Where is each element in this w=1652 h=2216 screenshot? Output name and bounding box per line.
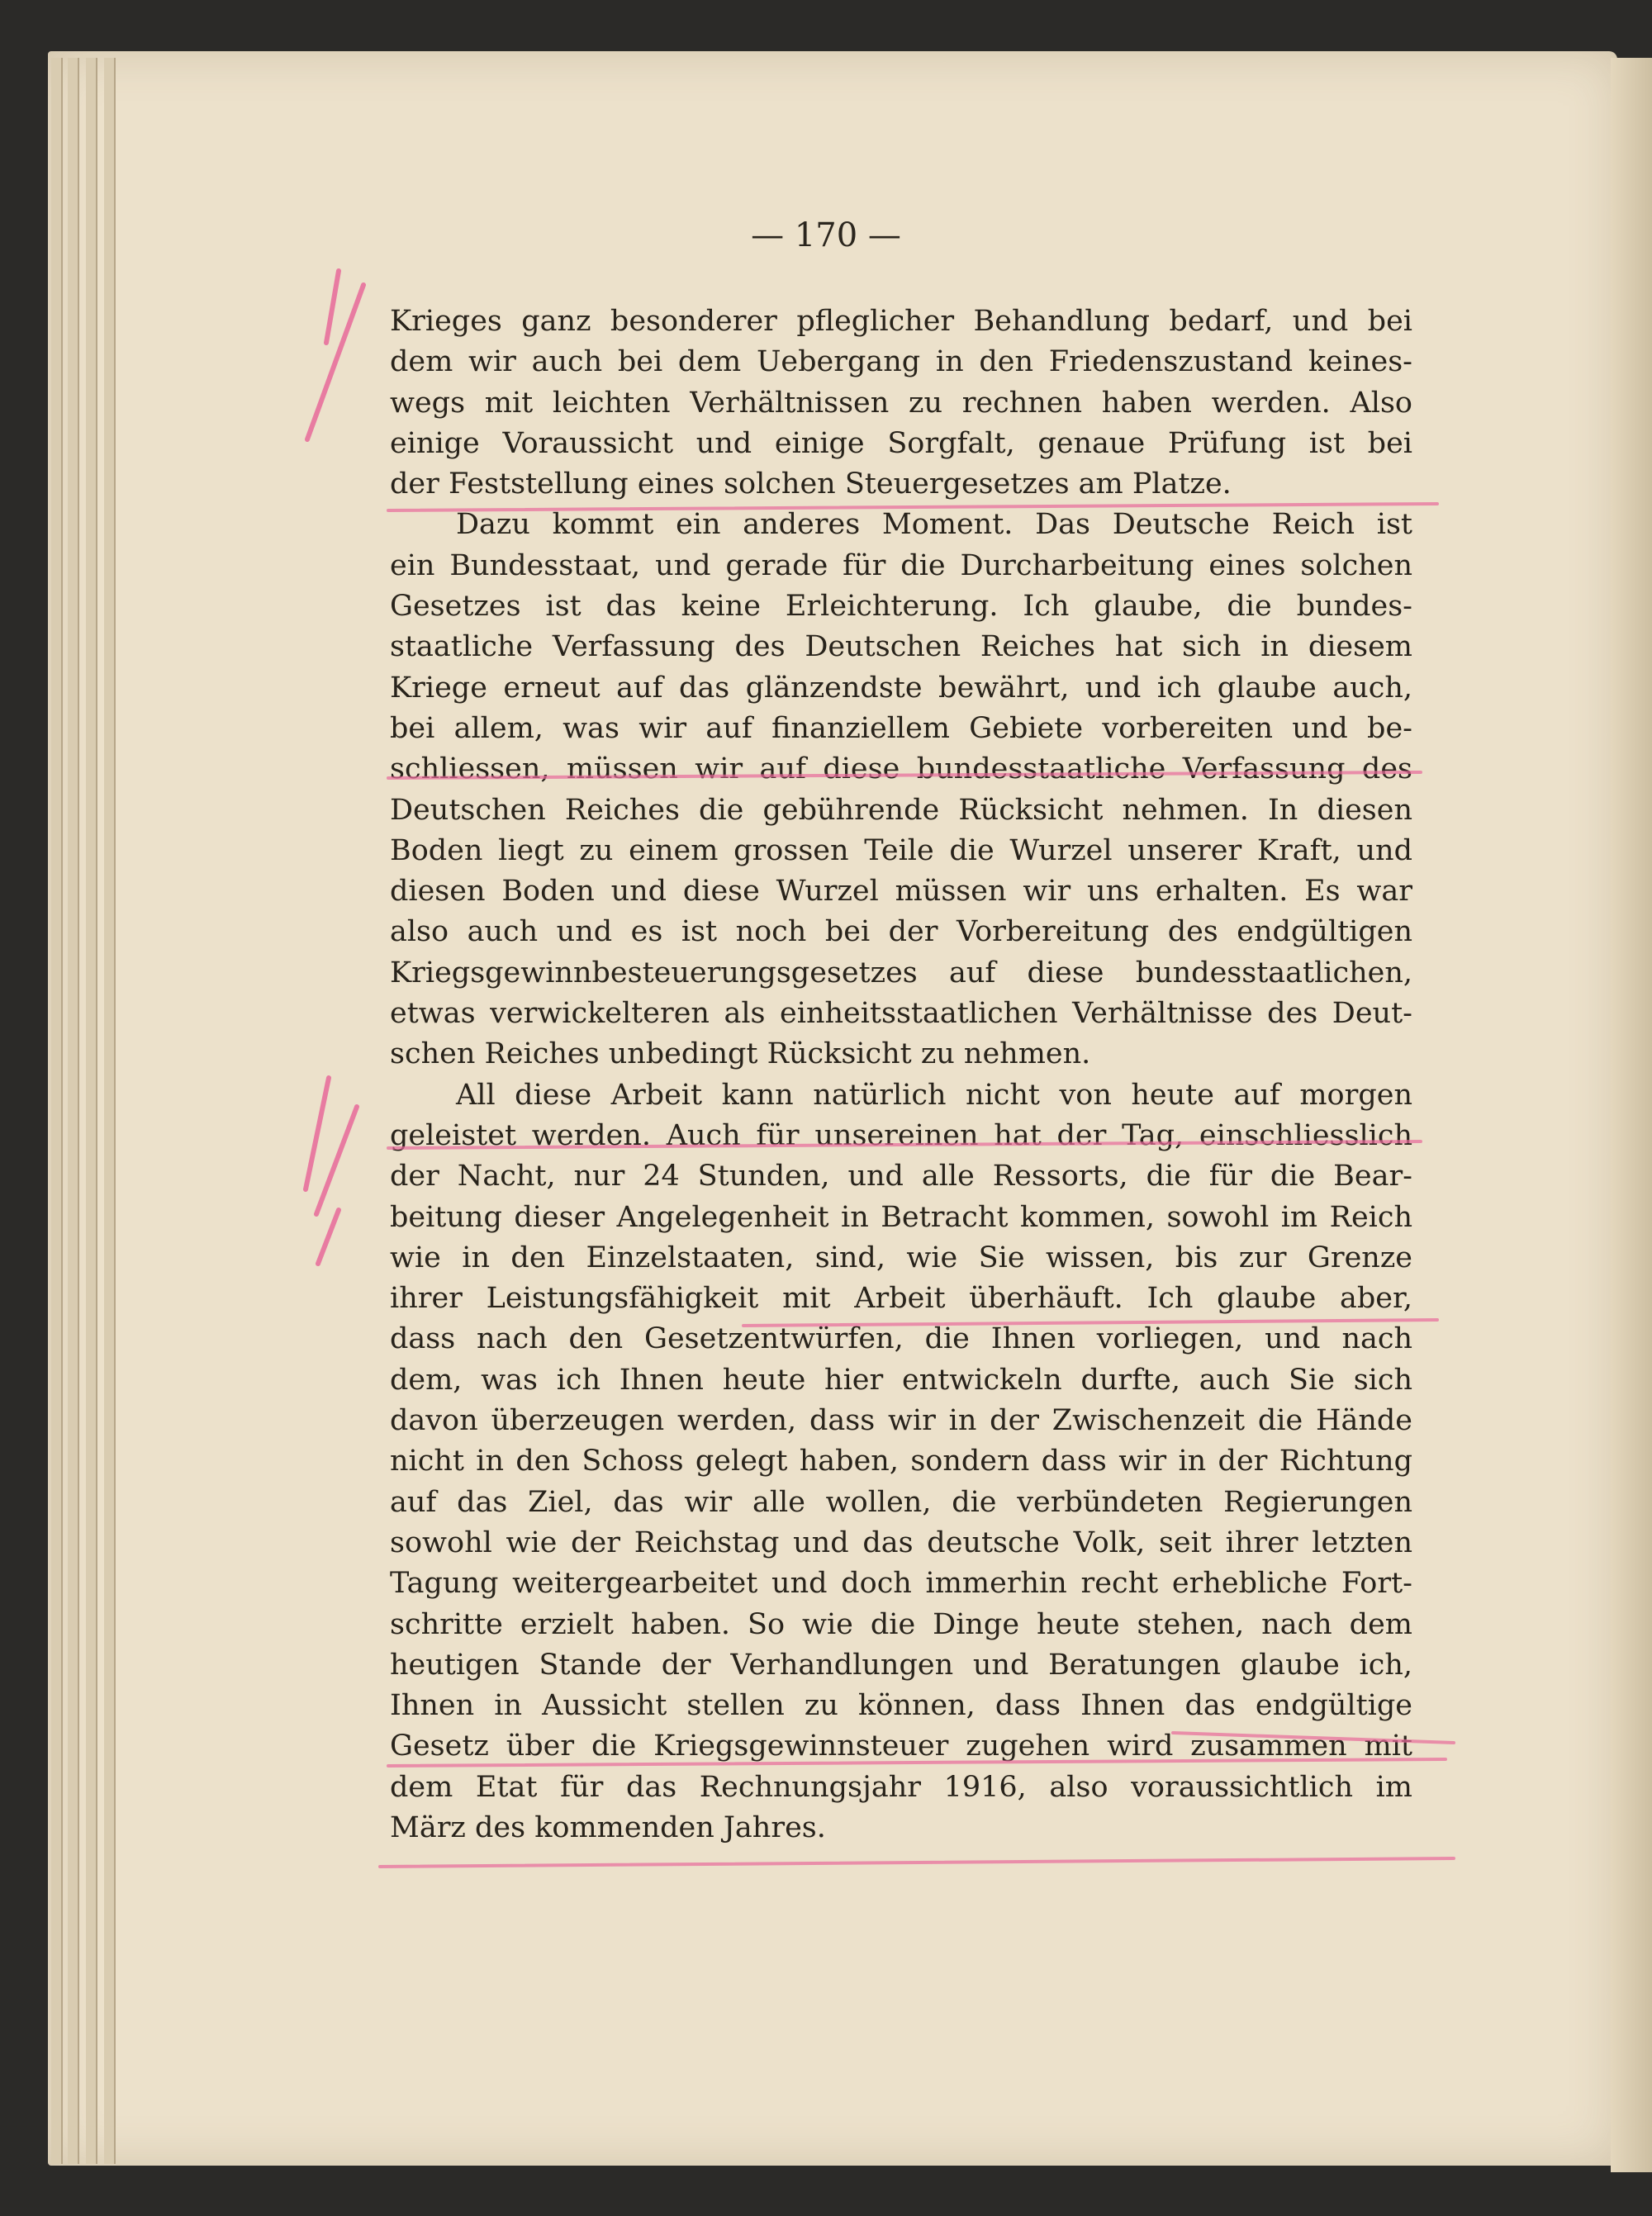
text-line: Deutschen Reiches die gebührende Rücksicht nehmen. In diesen [390, 793, 1412, 827]
text-line: bei allem, was wir auf finanziellem Gebiete vorbereiten und be- [390, 711, 1412, 745]
page-edge [51, 58, 63, 2164]
text-line: diesen Boden und diese Wurzel müssen wir uns erhalten. Es war [390, 875, 1412, 909]
text-line: etwas verwickelteren als einheitsstaatlichen Verhältnisse des Deut- [390, 997, 1412, 1031]
text-line: nicht in den Schoss gelegt haben, sondern dass wir in der Richtung [390, 1445, 1412, 1478]
text-line: Krieges ganz besonderer pfleglicher Behandlung bedarf, und bei [390, 305, 1412, 338]
text-line: dem, was ich Ihnen heute hier entwickeln durfte, auch Sie sich [390, 1363, 1412, 1397]
text-line: heutigen Stande der Verhandlungen und Beratungen glaube ich, [390, 1648, 1412, 1682]
text-line: Boden liegt zu einem grossen Teile die Wurzel unserer Kraft, und [390, 833, 1412, 867]
text-line: schritte erzielt haben. So wie die Dinge heute stehen, nach dem [390, 1607, 1412, 1641]
text-line: dem wir auch bei dem Uebergang in den Friedenszustand keines- [390, 345, 1412, 379]
text-line: Kriegsgewinnbesteuerungsgesetzes auf diese bundesstaatlichen, [390, 956, 1412, 989]
text-line: einige Voraussicht und einige Sorgfalt, genaue Prüfung ist bei [390, 426, 1412, 460]
text-line: dem Etat für das Rechnungsjahr 1916, also voraussichtlich im [390, 1770, 1412, 1804]
text-line: All diese Arbeit kann natürlich nicht von heute auf morgen [456, 1078, 1412, 1112]
text-line: sowohl wie der Reichstag und das deutsche Volk, seit ihrer letzten [390, 1526, 1412, 1559]
page-edge [104, 58, 116, 2164]
text-line: geleistet werden. Auch für unsereinen hat der Tag, einschliesslich [390, 1118, 1412, 1152]
text-line: dass nach den Gesetzentwürfen, die Ihnen vorliegen, und nach [390, 1322, 1412, 1356]
text-line: Gesetz über die Kriegsgewinnsteuer zugehen wird zusammen mit [390, 1730, 1412, 1763]
text-line: wegs mit leichten Verhältnissen zu rechnen haben werden. Also [390, 386, 1412, 420]
text-line: Kriege erneut auf das glänzendste bewährt, und ich glaube auch, [390, 671, 1412, 705]
text-line: Dazu kommt ein anderes Moment. Das Deutsche Reich ist [456, 508, 1412, 542]
text-line: der Nacht, nur 24 Stunden, und alle Ressorts, die für die Bear- [390, 1160, 1412, 1193]
text-line: Tagung weitergearbeitet und doch immerhin recht erhebliche Fort- [390, 1567, 1412, 1601]
page-right-edge [1611, 58, 1652, 2172]
page-number-header: — 170 — [751, 216, 901, 254]
text-line: staatliche Verfassung des Deutschen Reiches hat sich in diesem [390, 630, 1412, 664]
body-text [390, 301, 1412, 1848]
text-line: März des kommenden Jahres. [390, 1810, 826, 1844]
text-line: auf das Ziel, das wir alle wollen, die verbündeten Regierungen [390, 1485, 1412, 1519]
text-line: ihrer Leistungsfähigkeit mit Arbeit überhäuft. Ich glaube aber, [390, 1282, 1412, 1316]
text-line: der Feststellung eines solchen Steuergesetzes am Platze. [390, 467, 1232, 501]
text-line: schen Reiches unbedingt Rücksicht zu nehmen. [390, 1037, 1091, 1071]
text-line: also auch und es ist noch bei der Vorbereitung des endgültigen [390, 915, 1412, 949]
text-line: beitung dieser Angelegenheit in Betracht kommen, sowohl im Reich [390, 1200, 1412, 1234]
text-line: ein Bundesstaat, und gerade für die Durcharbeitung eines solchen [390, 548, 1412, 582]
text-line: Gesetzes ist das keine Erleichterung. Ich glaube, die bundes- [390, 590, 1412, 624]
page-edge [86, 58, 97, 2164]
text-line: wie in den Einzelstaaten, sind, wie Sie wissen, bis zur Grenze [390, 1241, 1412, 1274]
text-line: Ihnen in Aussicht stellen zu können, dass Ihnen das endgültige [390, 1689, 1412, 1723]
page-edge [68, 58, 79, 2164]
text-line: davon überzeugen werden, dass wir in der Zwischenzeit die Hände [390, 1404, 1412, 1438]
text-line: schliessen, müssen wir auf diese bundesstaatliche Verfassung des [390, 752, 1412, 786]
